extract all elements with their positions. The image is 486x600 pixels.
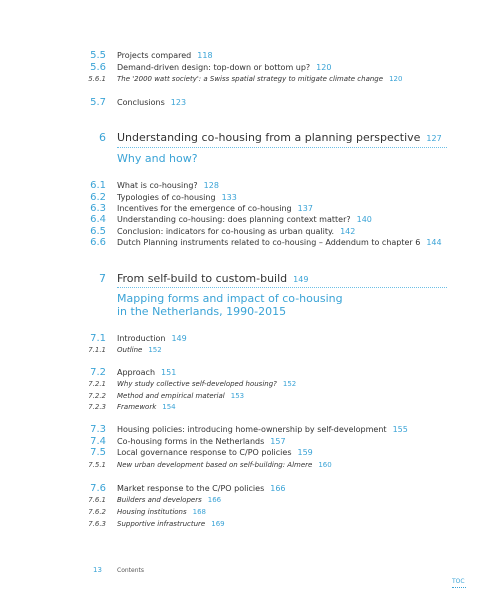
entry-page: 153 [230,392,245,400]
entry-title: The '2000 watt society': a Swiss spatial strategy to mitigate climate change [117,75,384,83]
chapter-divider [117,147,447,148]
entry-page: 144 [426,238,442,247]
entry-title: Approach [117,368,156,377]
entry-title: Dutch Planning instruments related to co-housing – Addendum to chapter 6 [117,238,421,247]
entry-page: 118 [197,51,213,60]
entry-page: 137 [297,204,313,213]
toc-entry-link[interactable] [117,461,332,469]
entry-page: 157 [270,437,286,446]
entry-page: 151 [161,368,177,377]
entry-title: Conclusion: indicators for co-housing as urban quality. [117,227,335,236]
entry-page: 133 [221,193,237,202]
section-number: 7.6 [90,483,106,494]
section-number: 5.5 [90,50,106,61]
entry-title: Incentives for the emergence of co-housing [117,204,292,213]
entry-page: 154 [162,403,176,411]
section-number: 7.1 [90,333,106,344]
entry-title: Demand-driven design: top-down or bottom up? [117,63,311,72]
toc-entry-link[interactable] [117,215,372,224]
entry-page: 169 [211,520,225,528]
section-number: 6.1 [90,180,106,191]
entry-page: 152 [148,346,162,354]
toc-entry-link[interactable] [117,98,186,107]
toc-link-underline [452,587,466,588]
entry-page: 120 [316,63,332,72]
section-number: 5.7 [90,97,106,108]
entry-page: 152 [282,380,297,388]
section-number: 7.5 [90,447,106,458]
chapter-number: 7 [99,272,106,285]
toc-entry-link[interactable] [117,380,296,388]
toc-entry-link[interactable] [117,193,237,202]
entry-title: Conclusions [117,98,165,107]
toc-entry-link[interactable] [117,368,176,377]
entry-title: Projects compared [117,51,192,60]
toc-entry-link[interactable] [117,204,313,213]
entry-title: Framework [117,403,157,411]
section-number: 5.6 [90,62,106,73]
entry-title: What is co-housing? [117,181,198,190]
toc-entry-link[interactable] [117,508,206,516]
toc-entry-link[interactable] [117,425,408,434]
entry-title: Housing policies: introducing home-ownership by self-development [117,425,387,434]
chapter-subtitle: Why and how? [117,152,198,165]
chapter-page: 127 [426,134,442,143]
subsection-number: 7.6.2 [88,508,106,516]
entry-page: 159 [297,448,313,457]
subsection-number: 7.2.2 [88,392,106,400]
entry-title: Co-housing forms in the Netherlands [117,437,265,446]
toc-entry-link[interactable] [117,227,355,236]
chapter-title: Understanding co-housing from a planning perspective [117,131,421,144]
toc-entry-link[interactable] [117,75,402,83]
chapter-divider [117,287,447,288]
entry-title: Introduction [117,334,166,343]
subsection-number: 7.1.1 [88,346,106,354]
section-number: 7.4 [90,436,106,447]
section-number: 6.6 [90,237,106,248]
subsection-number: 7.5.1 [88,461,106,469]
chapter-title: From self-build to custom-build [117,272,288,285]
chapter-page: 149 [293,275,309,284]
entry-page: 128 [203,181,219,190]
entry-page: 168 [192,508,207,516]
entry-page: 166 [270,484,286,493]
entry-title: Why study collective self-developed housing? [117,380,277,388]
entry-title: New urban development based on self-building: Almere [117,461,313,469]
entry-title: Local governance response to C/PO policies [117,448,292,457]
chapter-title-link[interactable] [117,131,442,144]
entry-page: 160 [318,461,332,469]
toc-entry-link[interactable] [117,181,219,190]
toc-entry-link[interactable] [117,334,187,343]
entry-title: Builders and developers [117,496,202,504]
chapter-number: 6 [99,131,106,144]
section-number: 6.5 [90,226,106,237]
entry-title: Market response to the C/PO policies [117,484,265,493]
entry-page: 149 [171,334,187,343]
section-number: 6.2 [90,192,106,203]
section-number: 6.3 [90,203,106,214]
footer-label: Contents [117,567,144,574]
entry-title: Method and empirical material [117,392,225,400]
section-number: 7.3 [90,424,106,435]
entry-title: Housing institutions [117,508,187,516]
entry-page: 120 [389,75,403,83]
subsection-number: 5.6.1 [88,75,106,83]
toc-entry-link[interactable] [117,520,225,528]
toc-entry-link[interactable] [117,346,162,354]
subsection-number: 7.2.3 [88,403,106,411]
entry-title: Supportive infrastructure [117,520,206,528]
entry-page: 142 [340,227,356,236]
subsection-number: 7.6.3 [88,520,106,528]
toc-entry-link[interactable] [117,484,286,493]
toc-entry-link[interactable] [117,496,221,504]
toc-link[interactable]: TOC [452,578,465,585]
section-number: 7.2 [90,367,106,378]
chapter-subtitle: Mapping forms and impact of co-housing [117,292,343,305]
toc-entry-link[interactable] [117,437,286,446]
toc-entry-link[interactable] [117,63,331,72]
toc-entry-link[interactable] [117,238,442,247]
entry-page: 155 [392,425,408,434]
entry-title: Typologies of co-housing [117,193,216,202]
section-number: 6.4 [90,214,106,225]
chapter-title-link[interactable] [117,272,308,285]
entry-title: Outline [117,346,143,354]
chapter-subtitle: in the Netherlands, 1990-2015 [117,305,287,318]
entry-title: Understanding co-housing: does planning context matter? [117,215,351,224]
toc-entry-link[interactable] [117,51,213,60]
entry-page: 123 [170,98,187,107]
page-number: 13 [93,566,102,574]
subsection-number: 7.6.1 [88,496,106,504]
entry-page: 140 [356,215,372,224]
toc-entry-link[interactable] [117,403,176,411]
toc-entry-link[interactable] [117,392,244,400]
toc-entry-link[interactable] [117,448,313,457]
entry-page: 166 [207,496,222,504]
subsection-number: 7.2.1 [88,380,106,388]
